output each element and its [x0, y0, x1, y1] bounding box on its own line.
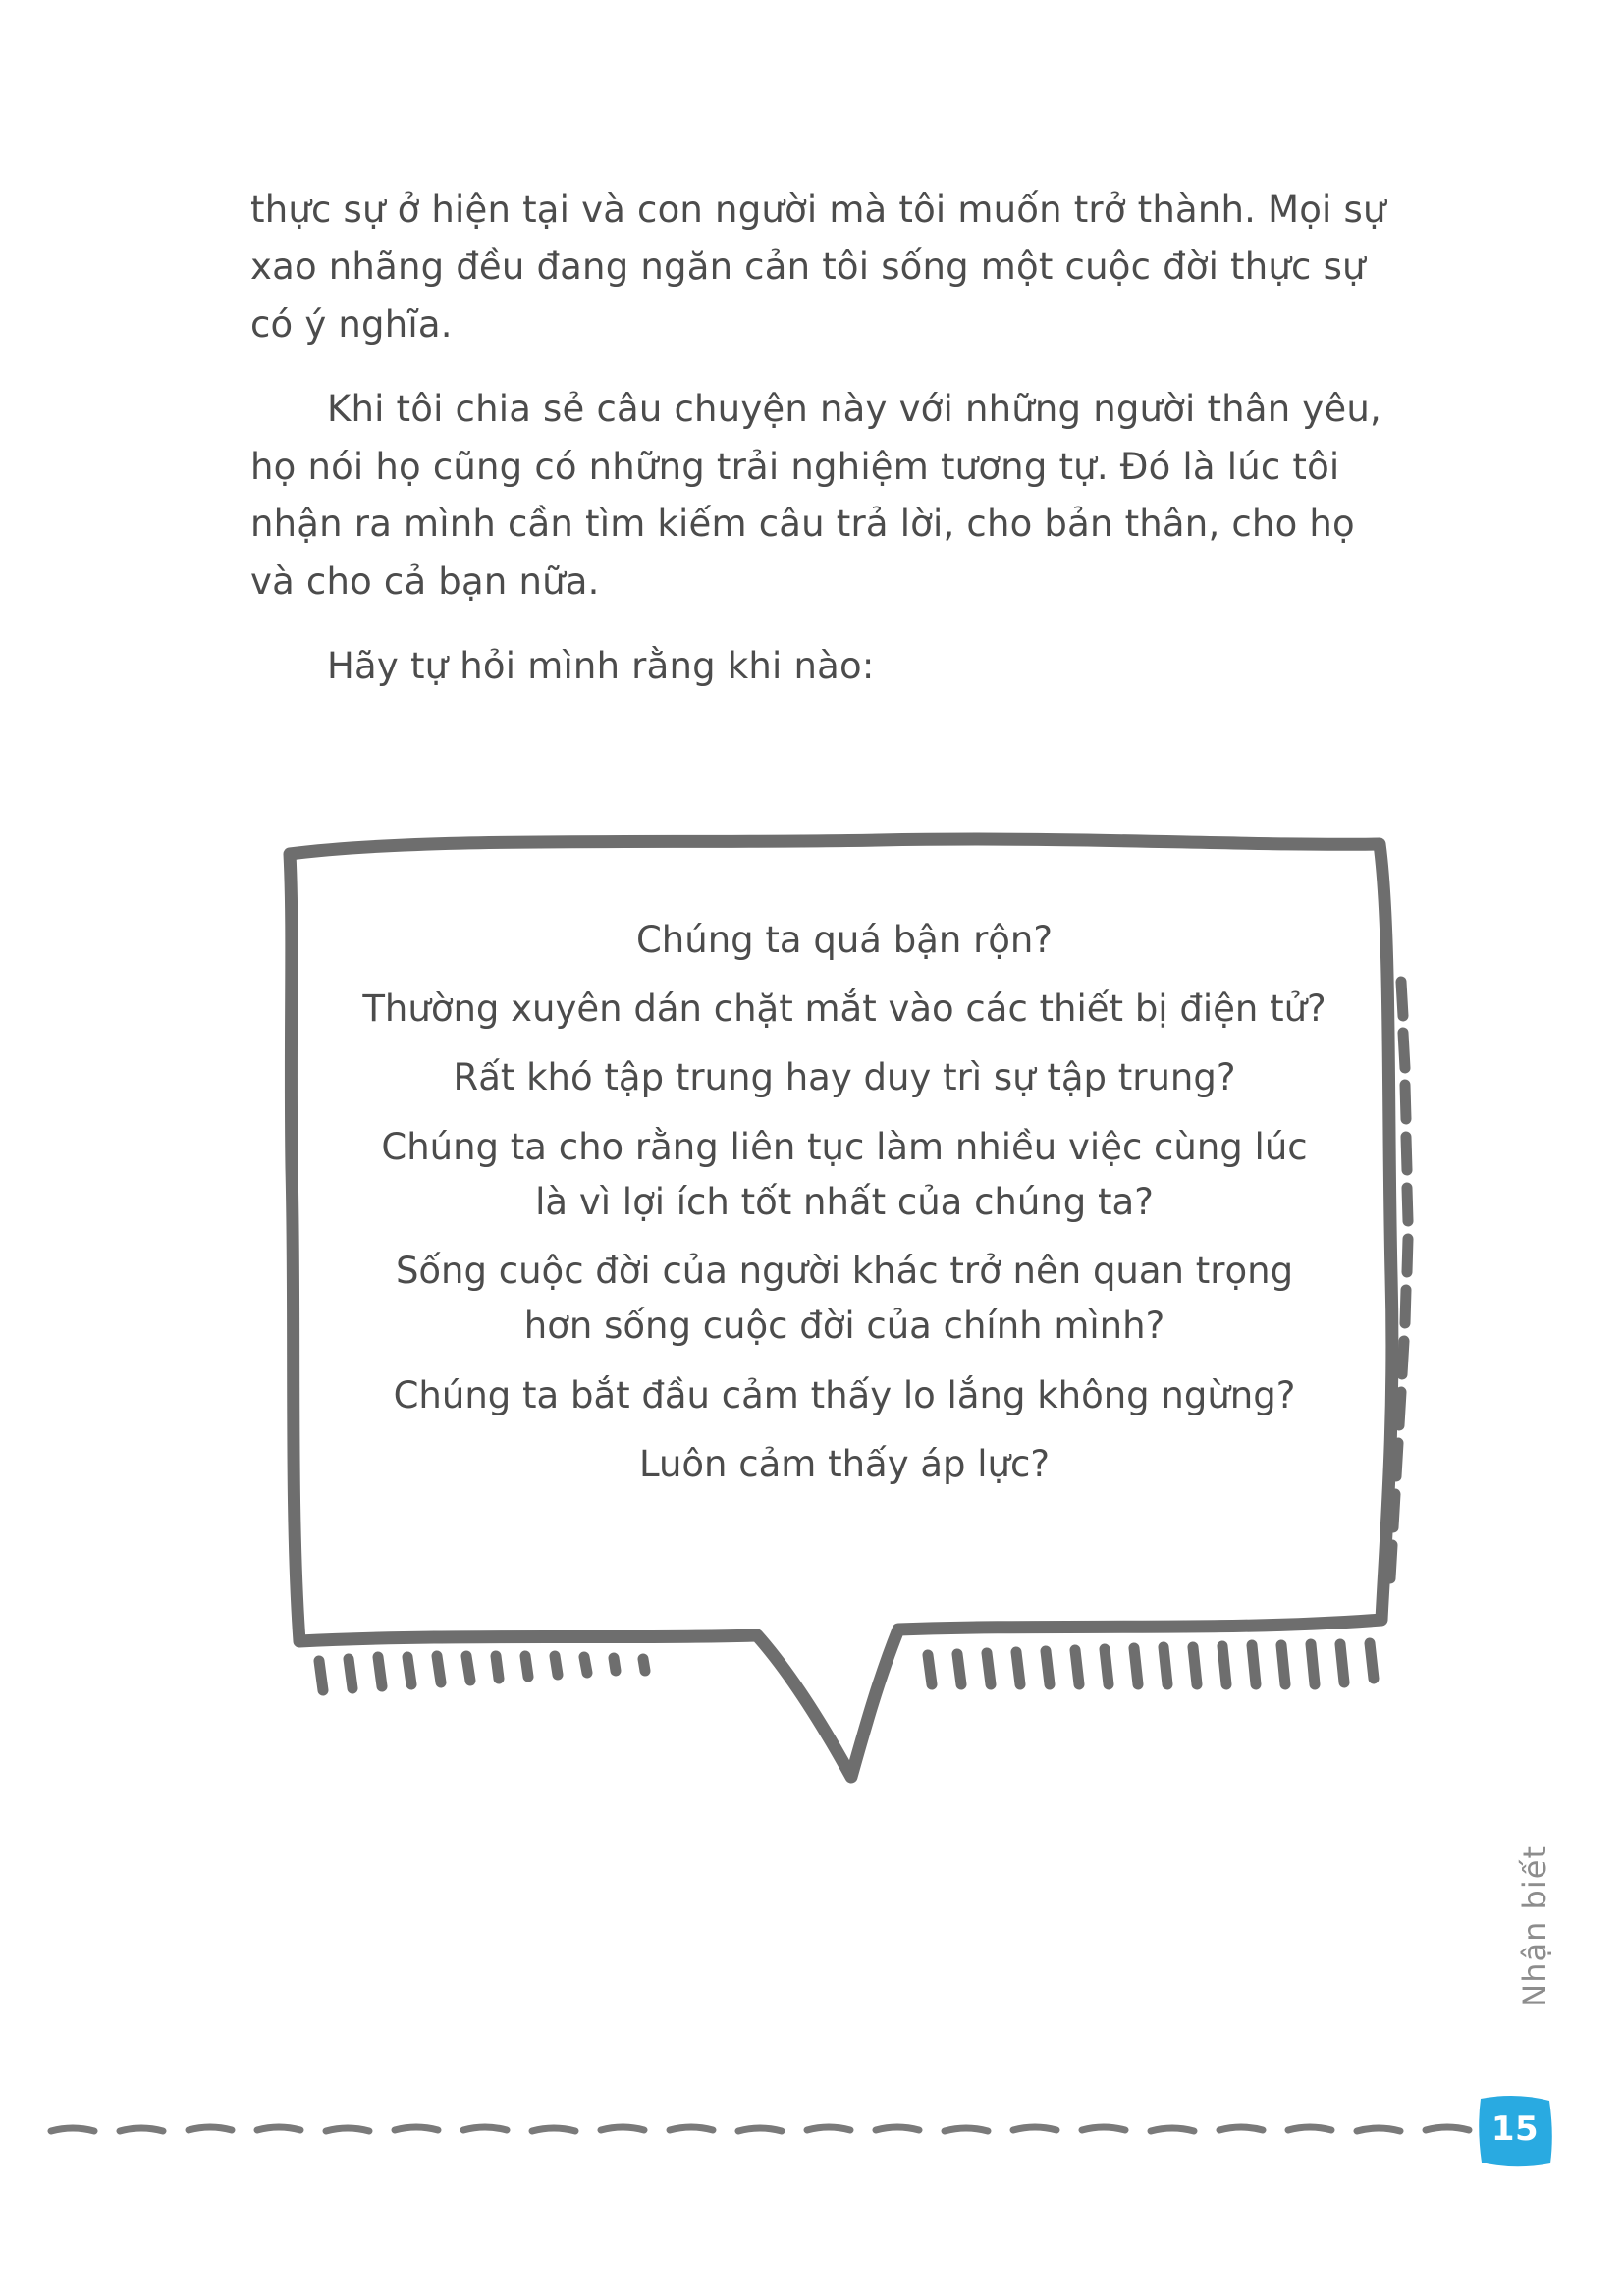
body-text: [250, 182, 1389, 706]
callout-line-5: là vì lợi ích tốt nhất của chúng ta?: [535, 1180, 1154, 1223]
callout-line-9: Luôn cảm thấy áp lực?: [638, 1442, 1050, 1485]
callout-line-4: Chúng ta cho rằng liên tục làm nhiều việc cùng lúc: [381, 1125, 1308, 1168]
paragraph-1: thực sự ở hiện tại và con người mà tôi muốn trở thành. Mọi sự xao nhãng đều đang ngăn cản tôi sống một cuộc đời thực sự có ý nghĩa.: [250, 188, 1386, 346]
page-number: 15: [1490, 2109, 1540, 2149]
page-number-badge: [1473, 2089, 1557, 2173]
callout-line-3: Rất khó tập trung hay duy trì sự tập trung?: [453, 1056, 1236, 1099]
callout-line-2: Thường xuyên dán chặt mắt vào các thiết bị điện tử?: [362, 988, 1326, 1031]
callout-line-8: Chúng ta bắt đầu cảm thấy lo lắng không ngừng?: [393, 1373, 1296, 1416]
callout-line-6: Sống cuộc đời của người khác trở nên quan trọng: [395, 1250, 1294, 1293]
callout-line-7: hơn sống cuộc đời của chính mình?: [523, 1305, 1165, 1348]
paragraph-3: Hãy tự hỏi mình rằng khi nào:: [327, 645, 875, 688]
chapter-side-label: Nhận biết: [1516, 1845, 1553, 2007]
paragraph-2: Khi tôi chia sẻ câu chuyện này với những người thân yêu, họ nói họ cũng có những trải nghiệm tương tự. Đó là lúc tôi nhận ra mình cần tìm kiếm câu trả lời, cho bản thân, cho họ và cho cả bạn nữa.: [250, 388, 1381, 603]
callout-bubble: [250, 815, 1429, 1816]
callout-text: [339, 913, 1350, 1506]
footer-dashed-rule: [47, 2118, 1490, 2142]
callout-line-1: Chúng ta quá bận rộn?: [635, 919, 1054, 961]
